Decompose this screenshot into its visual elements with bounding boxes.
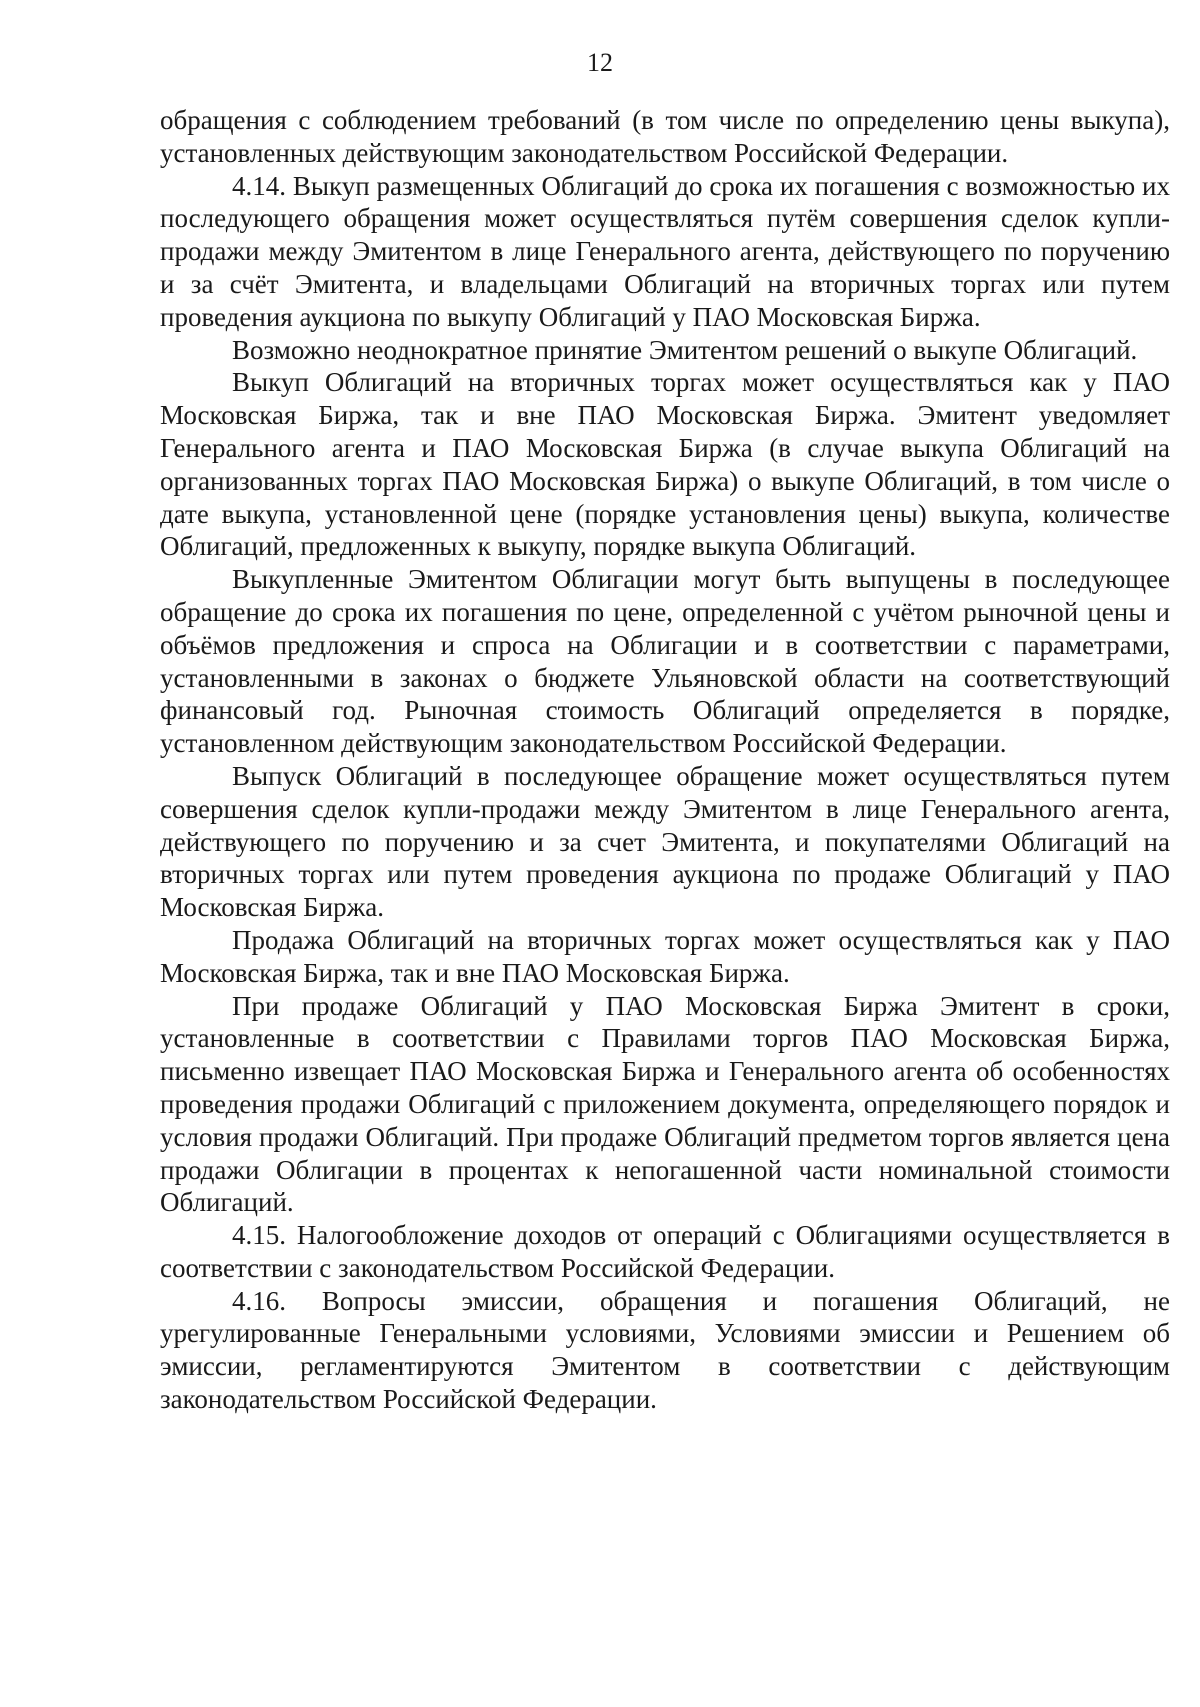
paragraph-reissue: Выкупленные Эмитентом Облигации могут быть выпущены в последующее обращение до срока их погашения по цене, определенной с учётом рыночной цены и объёмов предложения и спроса на Облигации и в соответствии с параметрами, установленными в законах о бюджете Ульяновской области на соответствующий финансовый год. Рыночная стоимость Облигаций определяется в порядке, установленном действующим законодательством Российской Федерации. [160, 564, 1170, 759]
paragraph-secondary-buyback: Выкуп Облигаций на вторичных торгах может осуществляться как у ПАО Московская Биржа, так и вне ПАО Московская Биржа. Эмитент уведомляет Генерального агента и ПАО Московская Биржа (в случае выкупа Облигаций на организованных торгах ПАО Московская Биржа) о выкупе Облигаций, в том числе о дате выкупа, установленной цене (порядке установления цены) выкупа, количестве Облигаций, предложенных к выкупу, порядке выкупа Облигаций. [160, 367, 1170, 562]
paragraph-4-15: 4.15. Налогообложение доходов от операций с Облигациями осуществляется в соответствии с законодательством Российской Федерации. [160, 1220, 1170, 1283]
paragraph-4-14: 4.14. Выкуп размещенных Облигаций до срока их погашения с возможностью их последующего обращения может осуществляться путём совершения сделок купли-продажи между Эмитентом в лице Генерального агента, действующего по поручению и за счёт Эмитента, и владельцами Облигаций на вторичных торгах или путем проведения аукциона по выкупу Облигаций у ПАО Московская Биржа. [160, 170, 1170, 332]
paragraph-secondary-sale: Продажа Облигаций на вторичных торгах может осуществляться как у ПАО Московская Биржа, так и вне ПАО Московская Биржа. [160, 924, 1170, 988]
page-number: 12 [587, 48, 613, 77]
document-body [160, 104, 1170, 1416]
paragraph-4-16: 4.16. Вопросы эмиссии, обращения и погашения Облигаций, не урегулированные Генеральными условиями, Условиями эмиссии и Решением об эмиссии, регламентируются Эмитентом в соответствии с действующим законодательством Российской Федерации. [160, 1285, 1170, 1415]
paragraph-repeated-buyback: Возможно неоднократное принятие Эмитентом решений о выкупе Облигаций. [232, 334, 1138, 365]
paragraph-reissue-method: Выпуск Облигаций в последующее обращение может осуществляться путем совершения сделок купли-продажи между Эмитентом в лице Генерального агента, действующего по поручению и за счет Эмитента, и покупателями Облигаций на вторичных торгах или путем проведения аукциона по продаже Облигаций у ПАО Московская Биржа. [160, 760, 1170, 923]
paragraph-continuation: обращения с соблюдением требований (в том числе по определению цены выкупа), установленных действующим законодательством Российской Федерации. [160, 105, 1170, 168]
paragraph-sale-procedure: При продаже Облигаций у ПАО Московская Биржа Эмитент в сроки, установленные в соответствии с Правилами торгов ПАО Московская Биржа, письменно извещает ПАО Московская Биржа и Генерального агента об особенностях проведения продажи Облигаций с приложением документа, определяющего порядок и условия продажи Облигаций. При продаже Облигаций предметом торгов является цена продажи Облигации в процентах к непогашенной части номинальной стоимости Облигаций. [160, 990, 1170, 1218]
